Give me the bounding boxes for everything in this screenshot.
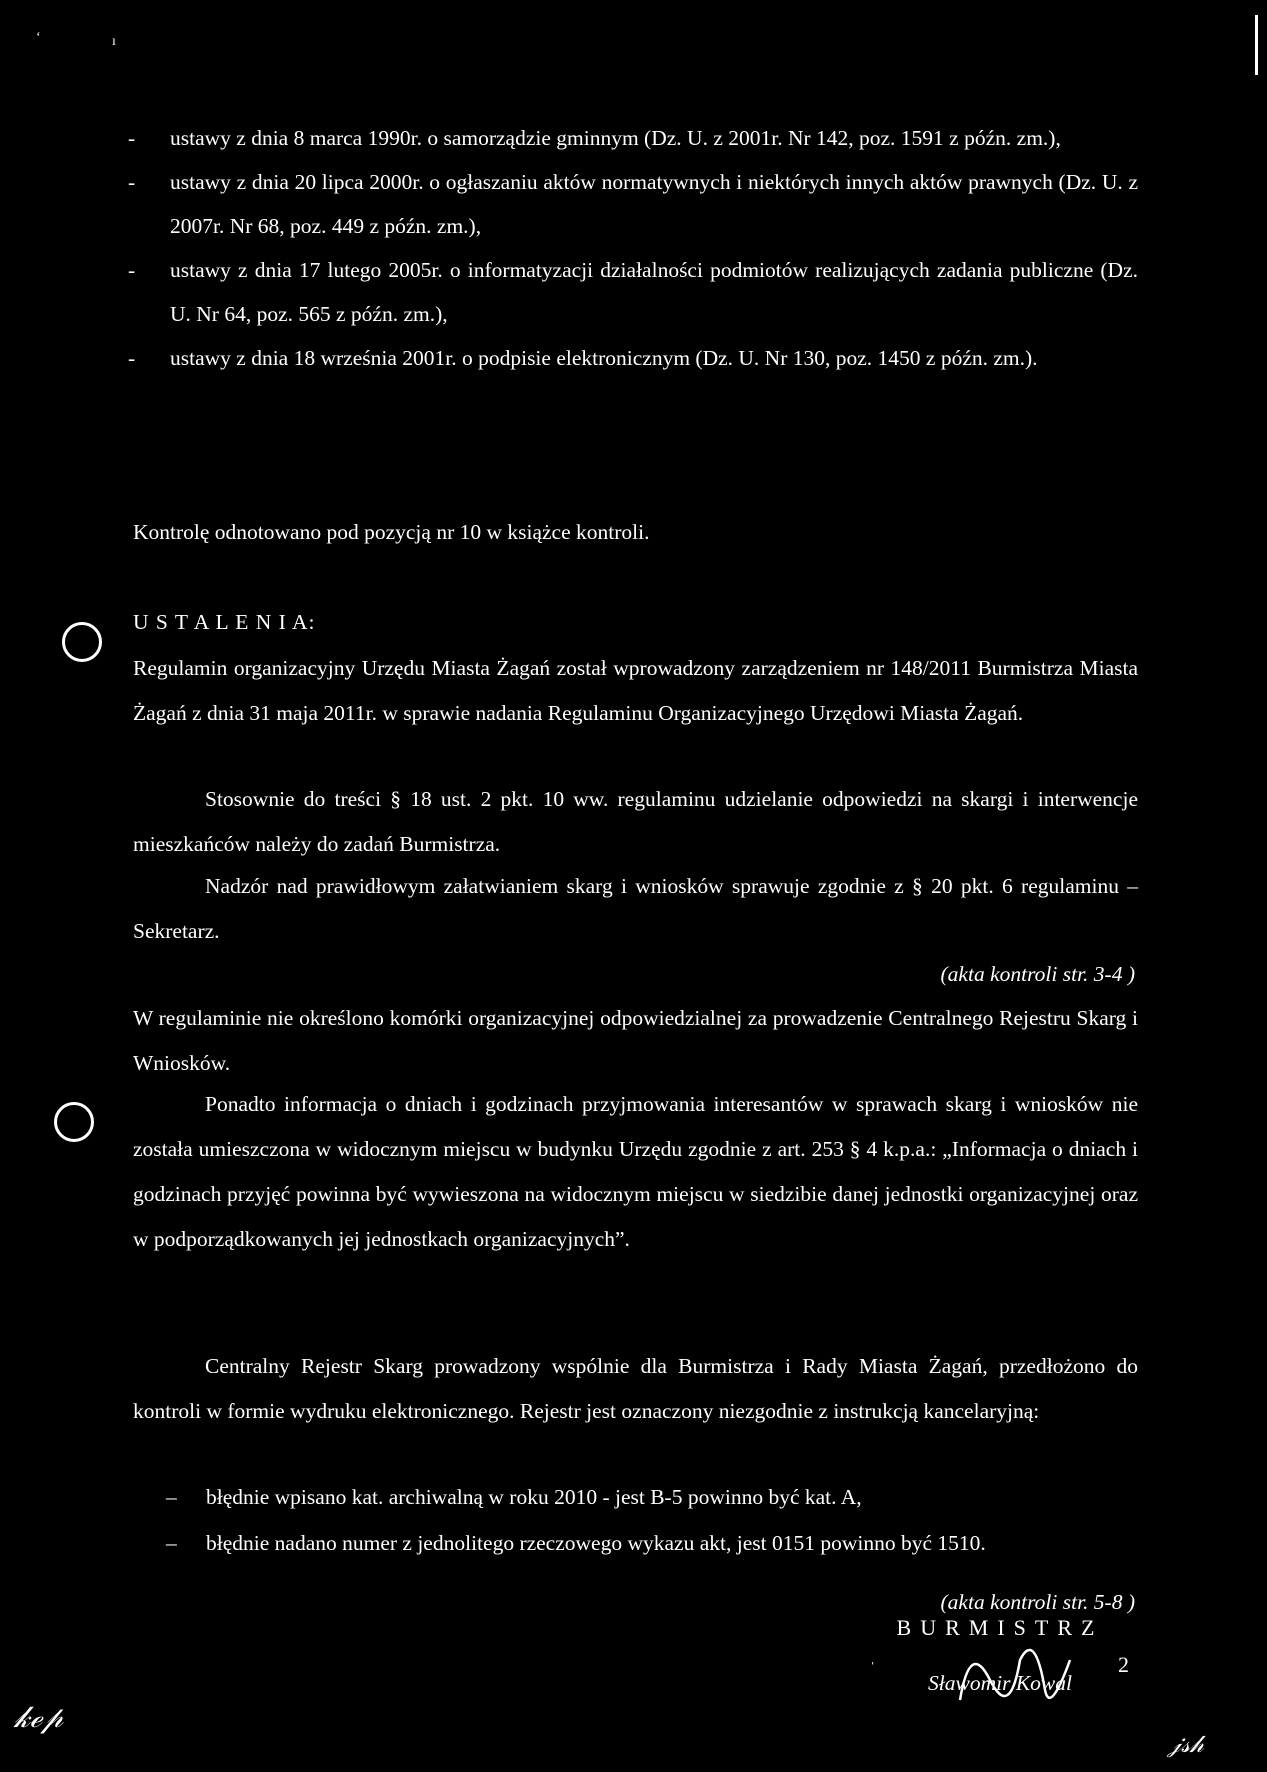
findings-heading: U S T A L E N I A: <box>133 610 316 634</box>
para-rejestr: Centralny Rejestr Skarg prowadzony wspólnie dla Burmistrza i Rady Miasta Żagań, przedłożono do kontroli w formie wydruku elektronicznego. Rejestr jest oznaczony niezgodnie z instrukcją kancelaryjną: <box>133 1354 1138 1423</box>
files-reference-1: (akta kontroli str. 3-4 ) <box>940 962 1135 986</box>
register-errors-list <box>166 1474 1138 1566</box>
files-reference-2: (akta kontroli str. 5-8 ) <box>940 1590 1135 1614</box>
handwritten-signature <box>950 1620 1080 1720</box>
para-nadzor: Nadzór nad prawidłowym załatwianiem skarg i wniosków sprawuje zgodnie z § 20 pkt. 6 regulaminu – Sekretarz. <box>133 874 1138 943</box>
list-item: – błędnie wpisano kat. archiwalną w roku 2010 - jest B-5 powinno być kat. A, <box>166 1485 862 1509</box>
control-entry-note: Kontrolę odnotowano pod pozycją nr 10 w książce kontroli. <box>133 520 650 544</box>
scan-mark-top: ı <box>112 34 116 49</box>
punch-hole-top <box>62 622 102 662</box>
stamp-name: Sławomir Kowal <box>928 1671 1072 1695</box>
legal-basis-list <box>128 116 1138 380</box>
scan-tick: ˈ <box>870 1660 876 1677</box>
scan-edge-line <box>1255 15 1258 75</box>
para-regulamin: Regulamin organizacyjny Urzędu Miasta Żagań został wprowadzony zarządzeniem nr 148/2011 Burmistrza Miasta Żagań z dnia 31 maja 2011r. w sprawie nadania Regulaminu Organizacyjnego Urzędowi Miasta Żagań. <box>133 656 1138 725</box>
list-item: – błędnie nadano numer z jednolitego rzeczowego wykazu akt, jest 0151 powinno być 1510. <box>166 1531 986 1555</box>
stamp-title: BURMISTRZ <box>896 1615 1104 1640</box>
para-komorka: W regulaminie nie określono komórki organizacyjnej odpowiedzialnej za prowadzenie Centralnego Rejestru Skarg i Wniosków. <box>133 1006 1138 1075</box>
page-number: 2 <box>1118 1652 1129 1677</box>
initials-bottom-left: 𝓀ℯ𝓅 <box>14 1700 64 1735</box>
list-item: - ustawy z dnia 8 marca 1990r. o samorządzie gminnym (Dz. U. z 2001r. Nr 142, poz. 1591 z późn. zm.), <box>128 126 1061 150</box>
para-skargi: Stosownie do treści § 18 ust. 2 pkt. 10 ww. regulaminu udzielanie odpowiedzi na skargi i interwencje mieszkańców należy do zadań Burmistrza. <box>133 787 1138 856</box>
para-informacja: Ponadto informacja o dniach i godzinach przyjmowania interesantów w sprawach skarg i wniosków nie została umieszczona w widocznym miejscu w budynku Urzędu zgodnie z art. 253 § 4 k.p.a.: „Informacja o dniach i godzinach przyjęć powinna być wywieszona na widocznym miejscu w siedzibie danej jednostki organizacyjnej oraz w podporządkowanych jej jednostkach organizacyjnych”. <box>133 1092 1138 1251</box>
list-item: - ustawy z dnia 17 lutego 2005r. o informatyzacji działalności podmiotów realizujących zadania publiczne (Dz. U. Nr 64, poz. 565 z późn. zm.), <box>128 258 1138 326</box>
list-item: - ustawy z dnia 20 lipca 2000r. o ogłaszaniu aktów normatywnych i niektórych innych aktów prawnych (Dz. U. z 2007r. Nr 68, poz. 449 z późn. zm.), <box>128 170 1138 238</box>
list-item: - ustawy z dnia 18 września 2001r. o podpisie elektronicznym (Dz. U. Nr 130, poz. 1450 z późn. zm.). <box>128 346 1038 370</box>
initials-bottom-right: 𝒿𝓈𝒽 <box>1168 1730 1204 1758</box>
punch-hole-bottom <box>54 1102 94 1142</box>
scan-mark-top-left: ʻ <box>36 30 41 45</box>
